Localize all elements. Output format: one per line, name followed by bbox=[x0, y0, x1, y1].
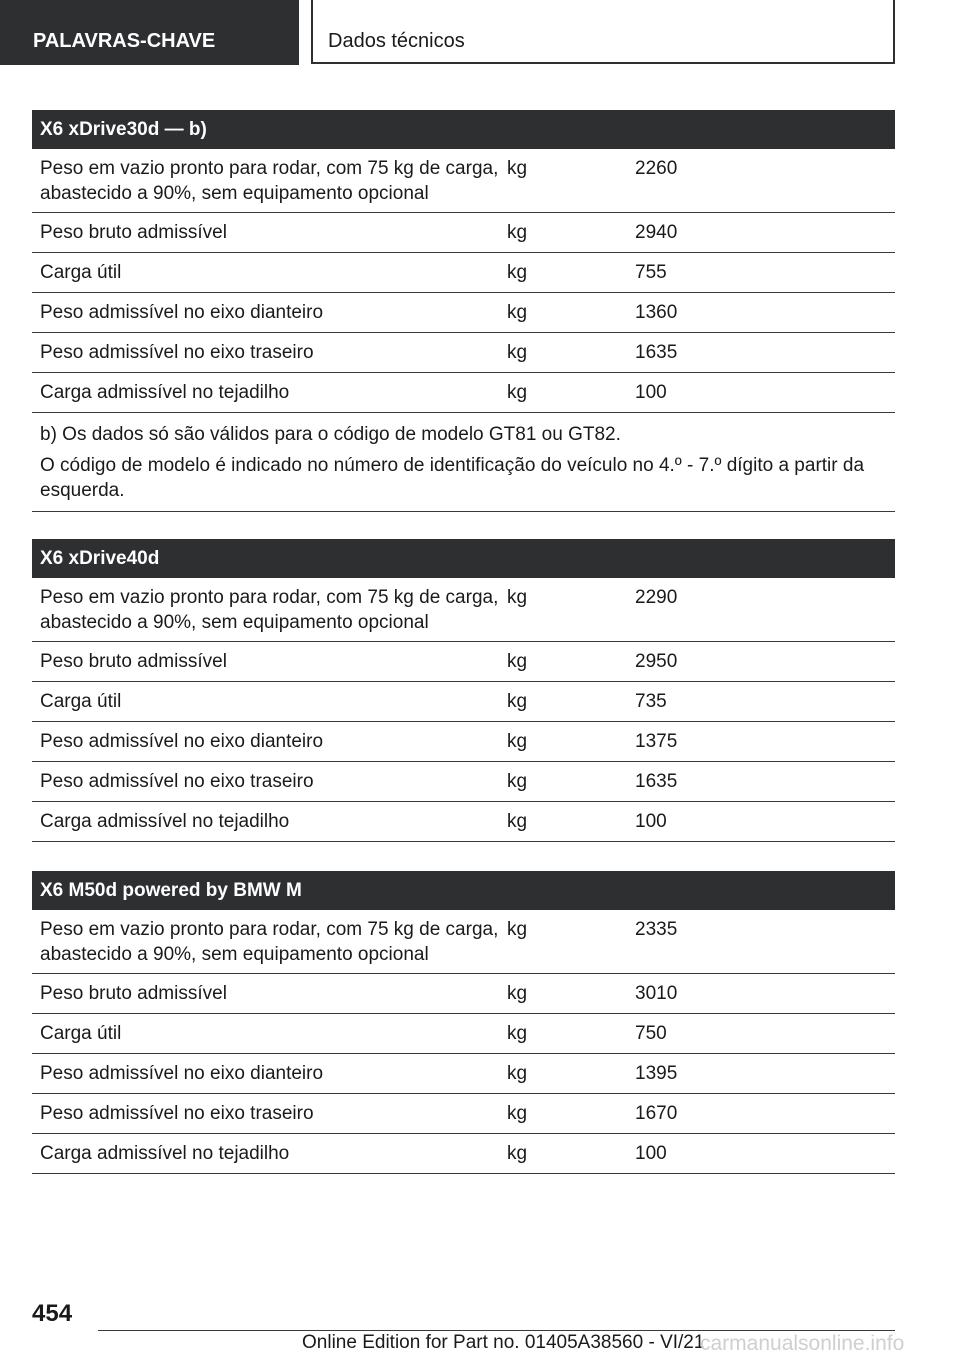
row-label: Peso em vazio pronto para rodar, com 75 kg de carga, abastecido a 90%, sem equipamento opcional bbox=[40, 587, 499, 633]
footer-edition: Online Edition for Part no. 01405A38560 - VI/21 bbox=[302, 1332, 705, 1353]
row-value: 100 bbox=[635, 811, 667, 832]
row-unit: kg bbox=[507, 919, 528, 940]
row-value: 1635 bbox=[635, 342, 678, 363]
header-title-box bbox=[311, 0, 895, 64]
row-unit: kg bbox=[507, 342, 528, 363]
row-label: Peso admissível no eixo dianteiro bbox=[40, 731, 324, 752]
table-row bbox=[32, 253, 895, 293]
table-title: X6 xDrive30d — b) bbox=[32, 110, 895, 149]
row-value: 1670 bbox=[635, 1103, 678, 1124]
header-keyword: PALAVRAS-CHAVE bbox=[33, 30, 216, 52]
table-row bbox=[32, 1134, 895, 1174]
row-label: Carga útil bbox=[40, 262, 122, 283]
table-footnote bbox=[32, 413, 895, 512]
row-label: Peso bruto admissível bbox=[40, 651, 227, 672]
row-label: Peso em vazio pronto para rodar, com 75 kg de carga, abastecido a 90%, sem equipamento opcional bbox=[40, 919, 499, 965]
table-row bbox=[32, 642, 895, 682]
row-label: Peso admissível no eixo traseiro bbox=[40, 771, 314, 792]
row-value: 750 bbox=[635, 1023, 667, 1044]
row-value: 1635 bbox=[635, 771, 678, 792]
table-row bbox=[32, 762, 895, 802]
row-label: Peso admissível no eixo traseiro bbox=[40, 342, 314, 363]
table-row bbox=[32, 333, 895, 373]
row-unit: kg bbox=[507, 1143, 528, 1164]
row-value: 1395 bbox=[635, 1063, 678, 1084]
row-value: 2950 bbox=[635, 651, 678, 672]
spec-table-m50d bbox=[32, 871, 895, 1174]
table-row bbox=[32, 213, 895, 253]
row-label: Peso admissível no eixo dianteiro bbox=[40, 302, 324, 323]
table-row bbox=[32, 373, 895, 413]
table-row bbox=[32, 1094, 895, 1134]
row-label: Peso admissível no eixo traseiro bbox=[40, 1103, 314, 1124]
table-row bbox=[32, 722, 895, 762]
row-label: Peso admissível no eixo dianteiro bbox=[40, 1063, 324, 1084]
row-unit: kg bbox=[507, 1023, 528, 1044]
row-label: Peso bruto admissível bbox=[40, 222, 227, 243]
table-row bbox=[32, 682, 895, 722]
row-unit: kg bbox=[507, 651, 528, 672]
row-value: 3010 bbox=[635, 983, 678, 1004]
table-row bbox=[32, 1054, 895, 1094]
page-number: 454 bbox=[32, 1300, 73, 1327]
row-unit: kg bbox=[507, 983, 528, 1004]
row-unit: kg bbox=[507, 771, 528, 792]
row-value: 1375 bbox=[635, 731, 678, 752]
footnote-text: O código de modelo é indicado no número de identificação do veículo no 4.º - 7.º dígito a partir da esquerda. bbox=[40, 455, 865, 501]
row-unit: kg bbox=[507, 382, 528, 403]
row-value: 735 bbox=[635, 691, 667, 712]
table-row bbox=[32, 149, 895, 213]
row-unit: kg bbox=[507, 1063, 528, 1084]
footnote-text: b) Os dados só são válidos para o código de modelo GT81 ou GT82. bbox=[40, 424, 621, 445]
row-unit: kg bbox=[507, 302, 528, 323]
row-label: Peso bruto admissível bbox=[40, 983, 227, 1004]
table-title: X6 xDrive40d bbox=[32, 539, 895, 578]
row-unit: kg bbox=[507, 731, 528, 752]
header-keyword-tab bbox=[0, 0, 299, 65]
section-title: Dados técnicos bbox=[328, 30, 465, 52]
row-label: Carga útil bbox=[40, 1023, 122, 1044]
row-label: Carga admissível no tejadilho bbox=[40, 382, 290, 403]
row-unit: kg bbox=[507, 222, 528, 243]
row-label: Carga útil bbox=[40, 691, 122, 712]
spec-table-xdrive30d bbox=[32, 110, 895, 512]
spec-table-xdrive40d bbox=[32, 539, 895, 842]
table-row bbox=[32, 974, 895, 1014]
row-value: 755 bbox=[635, 262, 667, 283]
row-unit: kg bbox=[507, 158, 528, 179]
table-row bbox=[32, 802, 895, 842]
table-row bbox=[32, 910, 895, 974]
row-value: 2260 bbox=[635, 158, 678, 179]
row-value: 2335 bbox=[635, 919, 678, 940]
row-value: 2940 bbox=[635, 222, 678, 243]
table-row bbox=[32, 1014, 895, 1054]
row-value: 2290 bbox=[635, 587, 678, 608]
row-label: Carga admissível no tejadilho bbox=[40, 1143, 290, 1164]
row-value: 100 bbox=[635, 1143, 667, 1164]
row-unit: kg bbox=[507, 811, 528, 832]
footer-divider bbox=[98, 1330, 895, 1331]
watermark: carmanualsonline.info bbox=[700, 1332, 905, 1355]
row-unit: kg bbox=[507, 691, 528, 712]
row-unit: kg bbox=[507, 1103, 528, 1124]
table-title: X6 M50d powered by BMW M bbox=[32, 871, 895, 910]
table-row bbox=[32, 293, 895, 333]
row-value: 100 bbox=[635, 382, 667, 403]
row-label: Peso em vazio pronto para rodar, com 75 kg de carga, abastecido a 90%, sem equipamento opcional bbox=[40, 158, 499, 204]
row-label: Carga admissível no tejadilho bbox=[40, 811, 290, 832]
row-unit: kg bbox=[507, 587, 528, 608]
table-row bbox=[32, 578, 895, 642]
row-unit: kg bbox=[507, 262, 528, 283]
row-value: 1360 bbox=[635, 302, 678, 323]
